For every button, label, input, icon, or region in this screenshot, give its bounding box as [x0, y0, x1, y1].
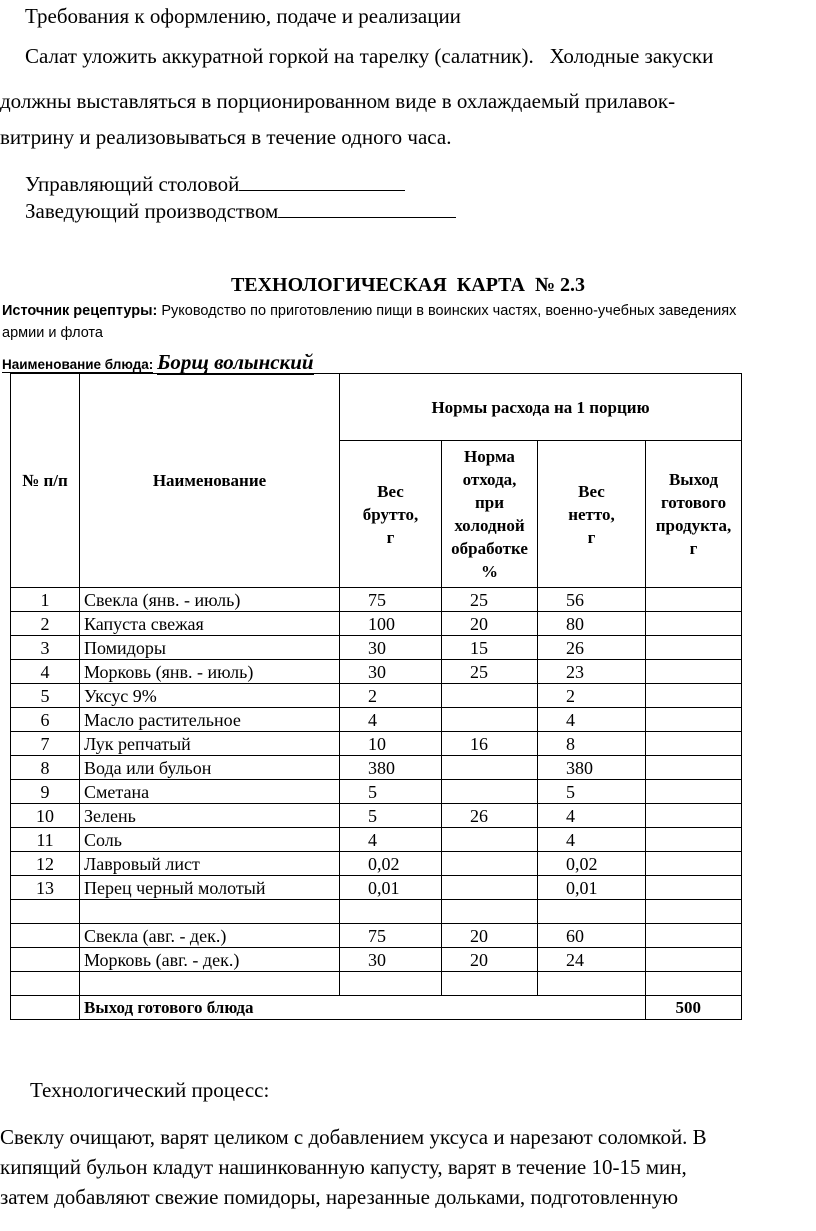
- cell-gross: 380: [340, 756, 442, 780]
- cell-n: [11, 924, 80, 948]
- process-title: Технологический процесс:: [30, 1078, 270, 1102]
- cell-yield: [646, 708, 742, 732]
- cell-waste: [442, 780, 538, 804]
- cell-n: 5: [11, 684, 80, 708]
- recipe-source: [2, 300, 802, 344]
- header-row-1: [11, 374, 742, 441]
- table-row: [11, 900, 742, 924]
- cell-net: 0,02: [538, 852, 646, 876]
- cell-yield: [646, 684, 742, 708]
- cell-gross: 75: [340, 924, 442, 948]
- cell-name: Лавровый лист: [80, 852, 340, 876]
- source-text-2: армии и флота: [2, 325, 103, 341]
- cell-gross: 4: [340, 828, 442, 852]
- requirements-title: Требования к оформлению, подаче и реализации: [25, 4, 461, 28]
- cell-net: 0,01: [538, 876, 646, 900]
- table-row: [11, 660, 742, 684]
- table-row: [11, 612, 742, 636]
- cell-net: 56: [538, 588, 646, 612]
- total-num-cell: [11, 996, 80, 1020]
- cell-waste: [442, 852, 538, 876]
- cell-gross: 5: [340, 780, 442, 804]
- cell-gross: 5: [340, 804, 442, 828]
- cell-n: 10: [11, 804, 80, 828]
- total-label: Выход готового блюда: [80, 996, 646, 1020]
- cell-gross: 30: [340, 660, 442, 684]
- col-yield-header: Выход готового продукта, г: [646, 441, 742, 588]
- cell-name: Перец черный молотый: [80, 876, 340, 900]
- table-row: [11, 780, 742, 804]
- cell-net: 4: [538, 828, 646, 852]
- cell-waste: 26: [442, 804, 538, 828]
- cell-yield: [646, 924, 742, 948]
- cell-name: Помидоры: [80, 636, 340, 660]
- cell-waste: 15: [442, 636, 538, 660]
- cell-n: 7: [11, 732, 80, 756]
- cell-yield: [646, 852, 742, 876]
- table-row: [11, 924, 742, 948]
- table-row: [11, 732, 742, 756]
- cell-waste: [442, 900, 538, 924]
- cell-name: Зелень: [80, 804, 340, 828]
- cell-net: 8: [538, 732, 646, 756]
- cell-n: 3: [11, 636, 80, 660]
- cell-waste: [442, 684, 538, 708]
- manager-signature-line: [25, 170, 405, 197]
- cell-waste: [442, 708, 538, 732]
- cell-net: 2: [538, 684, 646, 708]
- cell-name: Соль: [80, 828, 340, 852]
- cell-n: 2: [11, 612, 80, 636]
- cell-yield: [646, 756, 742, 780]
- table-row: [11, 852, 742, 876]
- group-header: Нормы расхода на 1 порцию: [340, 374, 742, 441]
- cell-n: 12: [11, 852, 80, 876]
- cell-n: 11: [11, 828, 80, 852]
- cell-name: Капуста свежая: [80, 612, 340, 636]
- cell-net: 60: [538, 924, 646, 948]
- cell-yield: [646, 612, 742, 636]
- cell-n: [11, 900, 80, 924]
- cell-waste: 25: [442, 588, 538, 612]
- cell-net: 24: [538, 948, 646, 972]
- process-line-2: кипящий бульон кладут нашинкованную капусту, варят в течение 10-15 мин,: [0, 1155, 687, 1179]
- col-gross-header: Вес брутто, г: [340, 441, 442, 588]
- process-line-1: Свеклу очищают, варят целиком с добавлением уксуса и нарезают соломкой. В: [0, 1125, 707, 1149]
- cell-yield: [646, 876, 742, 900]
- dish-row: [2, 350, 314, 375]
- table-row: [11, 828, 742, 852]
- cell-yield: [646, 972, 742, 996]
- cell-gross: 4: [340, 708, 442, 732]
- cell-name: [80, 972, 340, 996]
- cell-gross: 75: [340, 588, 442, 612]
- requirements-line-2: должны выставляться в порционированном виде в охлаждаемый прилавок-: [0, 89, 676, 113]
- cell-n: 13: [11, 876, 80, 900]
- cell-yield: [646, 636, 742, 660]
- cell-gross: 100: [340, 612, 442, 636]
- card-title: ТЕХНОЛОГИЧЕСКАЯ КАРТА № 2.3: [230, 274, 586, 296]
- requirements-line-1: Салат уложить аккуратной горкой на тарелку (салатник). Холодные закуски: [25, 44, 714, 68]
- cell-waste: 20: [442, 612, 538, 636]
- source-text: Руководство по приготовлению пищи в воинских частях, военно-учебных заведениях: [161, 303, 737, 319]
- cell-gross: 0,01: [340, 876, 442, 900]
- cell-name: Свекла (янв. - июль): [80, 588, 340, 612]
- head-signature-blank: [278, 197, 456, 218]
- table-row: [11, 972, 742, 996]
- cell-yield: [646, 828, 742, 852]
- source-label: Источник рецептуры:: [2, 303, 158, 319]
- table-row: [11, 708, 742, 732]
- cell-yield: [646, 660, 742, 684]
- cell-n: 9: [11, 780, 80, 804]
- cell-net: 4: [538, 804, 646, 828]
- cell-net: 23: [538, 660, 646, 684]
- cell-net: [538, 900, 646, 924]
- cell-gross: 0,02: [340, 852, 442, 876]
- cell-waste: 16: [442, 732, 538, 756]
- cell-name: Уксус 9%: [80, 684, 340, 708]
- cell-waste: 20: [442, 924, 538, 948]
- cell-gross: 30: [340, 636, 442, 660]
- table-row: [11, 756, 742, 780]
- cell-gross: [340, 900, 442, 924]
- cell-name: Свекла (авг. - дек.): [80, 924, 340, 948]
- cell-net: 26: [538, 636, 646, 660]
- cell-net: [538, 972, 646, 996]
- cell-gross: 30: [340, 948, 442, 972]
- cell-net: 80: [538, 612, 646, 636]
- cell-gross: 10: [340, 732, 442, 756]
- cell-n: 8: [11, 756, 80, 780]
- cell-yield: [646, 588, 742, 612]
- cell-waste: [442, 828, 538, 852]
- cell-waste: 20: [442, 948, 538, 972]
- col-waste-header: Норма отхода, при холодной обработке %: [442, 441, 538, 588]
- manager-signature-blank: [239, 170, 405, 191]
- col-num-header: № п/п: [11, 374, 80, 588]
- head-label: Заведующий производством: [25, 199, 279, 223]
- cell-name: [80, 900, 340, 924]
- table-row: [11, 588, 742, 612]
- cell-name: Лук репчатый: [80, 732, 340, 756]
- cell-net: 4: [538, 708, 646, 732]
- head-signature-line: [25, 197, 456, 224]
- col-name-header: Наименование: [80, 374, 340, 588]
- cell-yield: [646, 732, 742, 756]
- cell-waste: [442, 972, 538, 996]
- cell-n: [11, 948, 80, 972]
- cell-net: 5: [538, 780, 646, 804]
- manager-label: Управляющий столовой: [25, 172, 240, 196]
- table-row: [11, 684, 742, 708]
- cell-yield: [646, 804, 742, 828]
- cell-net: 380: [538, 756, 646, 780]
- cell-n: [11, 972, 80, 996]
- cell-waste: [442, 756, 538, 780]
- cell-name: Масло растительное: [80, 708, 340, 732]
- total-row: [11, 996, 742, 1020]
- cell-yield: [646, 948, 742, 972]
- cell-waste: 25: [442, 660, 538, 684]
- cell-name: Вода или бульон: [80, 756, 340, 780]
- cell-yield: [646, 780, 742, 804]
- dish-name: Борщ волынский: [157, 350, 314, 374]
- cell-gross: [340, 972, 442, 996]
- table-row: [11, 636, 742, 660]
- tech-card-table: [10, 373, 742, 1020]
- table-row: [11, 876, 742, 900]
- cell-n: 4: [11, 660, 80, 684]
- table-row: [11, 804, 742, 828]
- dish-label: Наименование блюда:: [2, 357, 154, 372]
- cell-name: Морковь (янв. - июль): [80, 660, 340, 684]
- requirements-line-3: витрину и реализовываться в течение одного часа.: [0, 125, 452, 149]
- cell-n: 6: [11, 708, 80, 732]
- cell-name: Сметана: [80, 780, 340, 804]
- cell-gross: 2: [340, 684, 442, 708]
- total-value: 500: [646, 996, 742, 1020]
- table-row: [11, 948, 742, 972]
- cell-yield: [646, 900, 742, 924]
- cell-waste: [442, 876, 538, 900]
- col-net-header: Вес нетто, г: [538, 441, 646, 588]
- cell-n: 1: [11, 588, 80, 612]
- process-line-3: затем добавляют свежие помидоры, нарезанные дольками, подготовленную: [0, 1185, 679, 1209]
- cell-name: Морковь (авг. - дек.): [80, 948, 340, 972]
